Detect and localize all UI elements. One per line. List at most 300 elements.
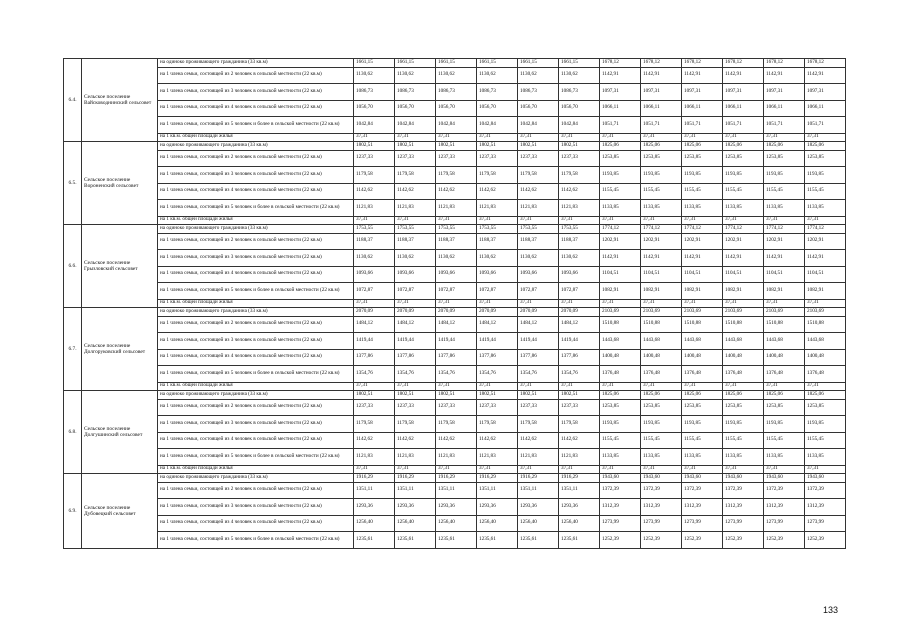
value-cell: 1293,36 xyxy=(436,499,477,516)
value-cell: 1400,48 xyxy=(764,349,805,366)
value-cell: 1121,83 xyxy=(395,449,436,466)
value-cell: 1943,60 xyxy=(600,474,641,483)
value-cell: 37,31 xyxy=(518,299,559,308)
table-row xyxy=(64,349,846,366)
value-cell: 1104,51 xyxy=(805,266,846,283)
table-row xyxy=(64,266,846,283)
value-cell: 1056,70 xyxy=(477,100,518,117)
value-cell: 1312,39 xyxy=(600,499,641,516)
value-cell: 1235,61 xyxy=(559,532,600,549)
value-cell: 1066,11 xyxy=(764,100,805,117)
value-cell: 1943,60 xyxy=(641,474,682,483)
value-cell: 37,31 xyxy=(805,216,846,225)
value-cell: 37,31 xyxy=(723,216,764,225)
value-cell: 1066,11 xyxy=(805,100,846,117)
value-cell: 1443,68 xyxy=(600,333,641,350)
value-cell: 1312,39 xyxy=(723,499,764,516)
table-row xyxy=(64,299,846,308)
value-cell: 1237,33 xyxy=(518,399,559,416)
value-cell: 1802,51 xyxy=(477,391,518,400)
value-cell: 37,31 xyxy=(641,465,682,474)
value-cell: 1802,51 xyxy=(559,391,600,400)
value-cell: 37,31 xyxy=(436,299,477,308)
group-index: 6.8. xyxy=(64,391,82,474)
value-cell: 1237,33 xyxy=(354,399,395,416)
value-cell: 37,31 xyxy=(723,465,764,474)
table-row xyxy=(64,142,846,151)
value-cell: 1273,99 xyxy=(723,515,764,532)
value-cell: 2103,69 xyxy=(641,308,682,317)
value-cell: 1273,99 xyxy=(641,515,682,532)
value-cell: 1056,70 xyxy=(395,100,436,117)
value-cell: 37,31 xyxy=(600,299,641,308)
value-cell: 1753,55 xyxy=(354,225,395,234)
value-cell: 1377,86 xyxy=(436,349,477,366)
value-cell: 1072,87 xyxy=(559,283,600,300)
category-label: на 1 кв.м. общей площади жилья xyxy=(158,299,354,308)
category-label: на 1 члена семьи, состоящей из 3 человек в сельской местности (22 кв.м) xyxy=(158,84,354,101)
value-cell: 1351,11 xyxy=(395,482,436,499)
value-cell: 2103,69 xyxy=(723,308,764,317)
category-label: на 1 члена семьи, состоящей из 4 человек в сельской местности (22 кв.м) xyxy=(158,349,354,366)
value-cell: 1193,85 xyxy=(682,167,723,184)
value-cell: 37,31 xyxy=(682,299,723,308)
value-cell: 37,31 xyxy=(436,382,477,391)
value-cell: 37,31 xyxy=(477,465,518,474)
value-cell: 37,31 xyxy=(641,299,682,308)
value-cell: 1082,91 xyxy=(682,283,723,300)
value-cell: 1443,68 xyxy=(764,333,805,350)
value-cell: 1133,85 xyxy=(723,449,764,466)
value-cell: 1121,83 xyxy=(436,200,477,217)
value-cell: 1179,58 xyxy=(559,416,600,433)
value-cell: 1372,39 xyxy=(805,482,846,499)
value-cell: 1372,39 xyxy=(764,482,805,499)
value-cell: 1066,11 xyxy=(723,100,764,117)
value-cell: 1237,33 xyxy=(559,150,600,167)
table-row xyxy=(64,515,846,532)
value-cell: 1142,91 xyxy=(723,250,764,267)
value-cell: 1419,44 xyxy=(354,333,395,350)
value-cell: 1072,87 xyxy=(354,283,395,300)
value-cell: 1179,58 xyxy=(354,416,395,433)
value-cell: 1372,39 xyxy=(723,482,764,499)
value-cell: 2070,09 xyxy=(518,308,559,317)
value-cell: 1237,33 xyxy=(518,150,559,167)
group-index: 6.7. xyxy=(64,308,82,391)
value-cell: 1086,73 xyxy=(477,84,518,101)
value-cell: 37,31 xyxy=(600,216,641,225)
value-cell: 1086,73 xyxy=(559,84,600,101)
value-cell: 1256,40 xyxy=(477,515,518,532)
value-cell: 1193,85 xyxy=(764,416,805,433)
value-cell: 1678,12 xyxy=(641,59,682,68)
value-cell: 1072,87 xyxy=(395,283,436,300)
value-cell: 1237,33 xyxy=(436,150,477,167)
value-cell: 1082,91 xyxy=(764,283,805,300)
value-cell: 1193,85 xyxy=(641,167,682,184)
value-cell: 1130,62 xyxy=(395,250,436,267)
value-cell: 1252,39 xyxy=(805,532,846,549)
category-label: на 1 члена семьи, состоящей из 5 человек и более в сельской местности (22 кв.м) xyxy=(158,117,354,134)
value-cell: 1072,87 xyxy=(518,283,559,300)
value-cell: 1753,55 xyxy=(477,225,518,234)
table-row xyxy=(64,133,846,142)
value-cell: 1916,29 xyxy=(354,474,395,483)
value-cell: 1510,88 xyxy=(764,316,805,333)
value-cell: 1253,85 xyxy=(682,150,723,167)
value-cell: 37,31 xyxy=(395,299,436,308)
value-cell: 1510,88 xyxy=(641,316,682,333)
value-cell: 1179,58 xyxy=(477,416,518,433)
value-cell: 1082,91 xyxy=(723,283,764,300)
value-cell: 1193,85 xyxy=(723,167,764,184)
value-cell: 1376,48 xyxy=(764,366,805,383)
value-cell: 1121,83 xyxy=(518,200,559,217)
value-cell: 1142,62 xyxy=(477,183,518,200)
value-cell: 1774,12 xyxy=(805,225,846,234)
value-cell: 1237,33 xyxy=(436,399,477,416)
table-row xyxy=(64,167,846,184)
settlement-name: Сельское поселение Вороненский сельсовет xyxy=(82,142,158,225)
value-cell: 1202,91 xyxy=(682,233,723,250)
value-cell: 1133,85 xyxy=(723,200,764,217)
category-label: на одиноко проживающего гражданина (33 кв.м) xyxy=(158,391,354,400)
cost-table xyxy=(63,58,846,549)
value-cell: 1235,61 xyxy=(436,532,477,549)
table-row xyxy=(64,283,846,300)
value-cell: 1293,36 xyxy=(518,499,559,516)
value-cell: 1293,36 xyxy=(354,499,395,516)
category-label: на одиноко проживающего гражданина (33 кв.м) xyxy=(158,142,354,151)
value-cell: 37,31 xyxy=(518,133,559,142)
table-row xyxy=(64,482,846,499)
value-cell: 1825,06 xyxy=(641,142,682,151)
value-cell: 37,31 xyxy=(395,216,436,225)
value-cell: 1121,83 xyxy=(518,449,559,466)
value-cell: 1484,12 xyxy=(477,316,518,333)
value-cell: 1376,48 xyxy=(805,366,846,383)
value-cell: 1825,06 xyxy=(682,142,723,151)
value-cell: 37,31 xyxy=(641,382,682,391)
value-cell: 1916,29 xyxy=(518,474,559,483)
table-row xyxy=(64,449,846,466)
category-label: на 1 члена семьи, состоящей из 3 человек в сельской местности (22 кв.м) xyxy=(158,416,354,433)
value-cell: 1377,86 xyxy=(354,349,395,366)
category-label: на одиноко проживающего гражданина (33 кв.м) xyxy=(158,308,354,317)
value-cell: 37,31 xyxy=(436,216,477,225)
value-cell: 1142,62 xyxy=(477,432,518,449)
group-index: 6.5. xyxy=(64,142,82,225)
value-cell: 1142,91 xyxy=(805,67,846,84)
value-cell: 37,31 xyxy=(805,382,846,391)
value-cell: 1235,61 xyxy=(354,532,395,549)
group-index: 6.6. xyxy=(64,225,82,308)
value-cell: 1443,68 xyxy=(723,333,764,350)
value-cell: 37,31 xyxy=(764,382,805,391)
table-row xyxy=(64,399,846,416)
value-cell: 1678,12 xyxy=(682,59,723,68)
value-cell: 1376,48 xyxy=(600,366,641,383)
value-cell: 1802,51 xyxy=(559,142,600,151)
category-label: на 1 члена семьи, состоящей из 5 человек и более в сельской местности (22 кв.м) xyxy=(158,366,354,383)
value-cell: 1130,62 xyxy=(395,67,436,84)
value-cell: 1354,76 xyxy=(518,366,559,383)
table-row xyxy=(64,100,846,117)
value-cell: 1661,15 xyxy=(395,59,436,68)
category-label: на 1 члена семьи, состоящей из 2 человек в сельской местности (22 кв.м) xyxy=(158,67,354,84)
value-cell: 37,31 xyxy=(559,133,600,142)
value-cell: 1142,62 xyxy=(436,432,477,449)
category-label: на 1 члена семьи, состоящей из 2 человек в сельской местности (22 кв.м) xyxy=(158,482,354,499)
value-cell: 1253,85 xyxy=(805,150,846,167)
value-cell: 1400,48 xyxy=(682,349,723,366)
value-cell: 1774,12 xyxy=(600,225,641,234)
value-cell: 37,31 xyxy=(436,465,477,474)
value-cell: 1142,62 xyxy=(559,432,600,449)
value-cell: 1273,99 xyxy=(600,515,641,532)
value-cell: 1351,11 xyxy=(477,482,518,499)
value-cell: 1155,45 xyxy=(764,183,805,200)
value-cell: 1142,91 xyxy=(600,67,641,84)
value-cell: 1155,45 xyxy=(723,183,764,200)
value-cell: 1193,85 xyxy=(641,416,682,433)
value-cell: 1774,12 xyxy=(723,225,764,234)
value-cell: 1252,39 xyxy=(764,532,805,549)
value-cell: 37,31 xyxy=(354,382,395,391)
table-row xyxy=(64,416,846,433)
value-cell: 1202,91 xyxy=(641,233,682,250)
table-row xyxy=(64,84,846,101)
value-cell: 1484,12 xyxy=(354,316,395,333)
category-label: на 1 члена семьи, состоящей из 2 человек в сельской местности (22 кв.м) xyxy=(158,150,354,167)
value-cell: 1235,61 xyxy=(395,532,436,549)
category-label: на 1 члена семьи, состоящей из 2 человек в сельской местности (22 кв.м) xyxy=(158,316,354,333)
value-cell: 1130,62 xyxy=(477,67,518,84)
group-index: 6.4. xyxy=(64,59,82,142)
value-cell: 1202,91 xyxy=(805,233,846,250)
value-cell: 1051,71 xyxy=(641,117,682,134)
value-cell: 1133,85 xyxy=(805,449,846,466)
value-cell: 1093,66 xyxy=(518,266,559,283)
table-row xyxy=(64,316,846,333)
value-cell: 1293,36 xyxy=(559,499,600,516)
value-cell: 1072,87 xyxy=(436,283,477,300)
category-label: на 1 члена семьи, состоящей из 2 человек в сельской местности (22 кв.м) xyxy=(158,399,354,416)
category-label: на 1 члена семьи, состоящей из 4 человек в сельской местности (22 кв.м) xyxy=(158,432,354,449)
value-cell: 2103,69 xyxy=(600,308,641,317)
table-row xyxy=(64,117,846,134)
value-cell: 1678,12 xyxy=(764,59,805,68)
category-label: на 1 члена семьи, состоящей из 3 человек в сельской местности (22 кв.м) xyxy=(158,167,354,184)
value-cell: 1142,62 xyxy=(436,183,477,200)
value-cell: 1188,37 xyxy=(354,233,395,250)
value-cell: 1253,85 xyxy=(682,399,723,416)
category-label: на 1 кв.м. общей площади жилья xyxy=(158,382,354,391)
value-cell: 1253,85 xyxy=(805,399,846,416)
value-cell: 1293,36 xyxy=(395,499,436,516)
value-cell: 1443,68 xyxy=(682,333,723,350)
value-cell: 1802,51 xyxy=(436,142,477,151)
value-cell: 1202,91 xyxy=(723,233,764,250)
table-row xyxy=(64,366,846,383)
value-cell: 1104,51 xyxy=(682,266,723,283)
value-cell: 37,31 xyxy=(559,299,600,308)
value-cell: 1253,85 xyxy=(600,399,641,416)
value-cell: 1273,99 xyxy=(682,515,723,532)
value-cell: 1155,45 xyxy=(805,183,846,200)
value-cell: 2070,09 xyxy=(395,308,436,317)
value-cell: 1155,45 xyxy=(805,432,846,449)
value-cell: 1376,48 xyxy=(641,366,682,383)
value-cell: 1051,71 xyxy=(805,117,846,134)
value-cell: 1825,06 xyxy=(723,391,764,400)
value-cell: 37,31 xyxy=(805,133,846,142)
value-cell: 1237,33 xyxy=(559,399,600,416)
value-cell: 1042,84 xyxy=(395,117,436,134)
value-cell: 1678,12 xyxy=(600,59,641,68)
value-cell: 1377,86 xyxy=(395,349,436,366)
value-cell: 1825,06 xyxy=(805,391,846,400)
value-cell: 1155,45 xyxy=(723,432,764,449)
value-cell: 37,31 xyxy=(641,133,682,142)
value-cell: 1133,85 xyxy=(641,449,682,466)
settlement-name: Сельское поселение Грызловский сельсовет xyxy=(82,225,158,308)
value-cell: 1142,62 xyxy=(354,432,395,449)
value-cell: 1042,84 xyxy=(559,117,600,134)
value-cell: 1802,51 xyxy=(395,391,436,400)
value-cell: 1133,85 xyxy=(600,200,641,217)
table-row xyxy=(64,465,846,474)
value-cell: 1142,62 xyxy=(518,432,559,449)
value-cell: 1419,44 xyxy=(436,333,477,350)
value-cell: 1056,70 xyxy=(559,100,600,117)
value-cell: 1133,85 xyxy=(600,449,641,466)
value-cell: 1377,86 xyxy=(518,349,559,366)
value-cell: 1372,39 xyxy=(641,482,682,499)
value-cell: 1082,91 xyxy=(641,283,682,300)
value-cell: 1130,62 xyxy=(559,67,600,84)
value-cell: 1051,71 xyxy=(600,117,641,134)
category-label: на 1 члена семьи, состоящей из 4 человек в сельской местности (22 кв.м) xyxy=(158,100,354,117)
value-cell: 1825,06 xyxy=(805,142,846,151)
table-row xyxy=(64,67,846,84)
value-cell: 1235,61 xyxy=(518,532,559,549)
value-cell: 1121,83 xyxy=(559,449,600,466)
category-label: на одиноко проживающего гражданина (33 кв.м) xyxy=(158,474,354,483)
value-cell: 37,31 xyxy=(600,133,641,142)
value-cell: 1051,71 xyxy=(723,117,764,134)
value-cell: 1104,51 xyxy=(764,266,805,283)
value-cell: 1351,11 xyxy=(436,482,477,499)
table-row xyxy=(64,216,846,225)
value-cell: 37,31 xyxy=(354,216,395,225)
value-cell: 37,31 xyxy=(682,133,723,142)
value-cell: 1130,62 xyxy=(518,67,559,84)
value-cell: 1825,06 xyxy=(641,391,682,400)
value-cell: 1142,91 xyxy=(764,250,805,267)
value-cell: 1253,85 xyxy=(764,399,805,416)
value-cell: 1193,85 xyxy=(764,167,805,184)
value-cell: 1193,85 xyxy=(600,416,641,433)
value-cell: 1419,44 xyxy=(477,333,518,350)
value-cell: 1376,48 xyxy=(682,366,723,383)
value-cell: 1351,11 xyxy=(354,482,395,499)
value-cell: 37,31 xyxy=(477,216,518,225)
value-cell: 37,31 xyxy=(395,133,436,142)
value-cell: 2070,09 xyxy=(559,308,600,317)
value-cell: 1202,91 xyxy=(764,233,805,250)
value-cell: 1312,39 xyxy=(641,499,682,516)
table-row xyxy=(64,150,846,167)
value-cell: 1121,83 xyxy=(354,200,395,217)
value-cell: 37,31 xyxy=(354,133,395,142)
value-cell: 1376,48 xyxy=(723,366,764,383)
value-cell: 37,31 xyxy=(436,133,477,142)
value-cell: 1253,85 xyxy=(723,150,764,167)
value-cell: 1155,45 xyxy=(641,432,682,449)
value-cell: 37,31 xyxy=(641,216,682,225)
value-cell: 1142,62 xyxy=(559,183,600,200)
value-cell: 1419,44 xyxy=(559,333,600,350)
value-cell: 1130,62 xyxy=(518,250,559,267)
value-cell: 1943,60 xyxy=(805,474,846,483)
value-cell: 1097,31 xyxy=(600,84,641,101)
value-cell: 1825,06 xyxy=(764,391,805,400)
value-cell: 1072,87 xyxy=(477,283,518,300)
value-cell: 1400,48 xyxy=(805,349,846,366)
value-cell: 37,31 xyxy=(559,216,600,225)
value-cell: 1943,60 xyxy=(764,474,805,483)
value-cell: 1104,51 xyxy=(600,266,641,283)
value-cell: 1252,39 xyxy=(682,532,723,549)
value-cell: 1916,29 xyxy=(559,474,600,483)
value-cell: 1086,73 xyxy=(395,84,436,101)
value-cell: 1916,29 xyxy=(395,474,436,483)
category-label: на 1 члена семьи, состоящей из 5 человек и более в сельской местности (22 кв.м) xyxy=(158,200,354,217)
value-cell: 1179,58 xyxy=(354,167,395,184)
value-cell: 1142,91 xyxy=(723,67,764,84)
category-label: на 1 кв.м. общей площади жилья xyxy=(158,465,354,474)
value-cell: 1042,84 xyxy=(354,117,395,134)
table-row xyxy=(64,183,846,200)
value-cell: 37,31 xyxy=(764,133,805,142)
value-cell: 1142,62 xyxy=(354,183,395,200)
value-cell: 1256,40 xyxy=(354,515,395,532)
value-cell: 37,31 xyxy=(600,465,641,474)
value-cell: 1179,58 xyxy=(395,416,436,433)
value-cell: 1419,44 xyxy=(518,333,559,350)
value-cell: 1273,99 xyxy=(764,515,805,532)
value-cell: 1753,55 xyxy=(436,225,477,234)
value-cell: 1121,83 xyxy=(436,449,477,466)
value-cell: 37,31 xyxy=(477,133,518,142)
value-cell: 1237,33 xyxy=(395,150,436,167)
value-cell: 1377,86 xyxy=(477,349,518,366)
value-cell: 1802,51 xyxy=(395,142,436,151)
category-label: на 1 члена семьи, состоящей из 4 человек в сельской местности (22 кв.м) xyxy=(158,515,354,532)
value-cell: 1237,33 xyxy=(395,399,436,416)
value-cell: 1510,88 xyxy=(723,316,764,333)
table-row xyxy=(64,532,846,549)
value-cell: 1121,83 xyxy=(477,200,518,217)
value-cell: 1142,91 xyxy=(600,250,641,267)
value-cell: 1825,06 xyxy=(600,391,641,400)
value-cell: 1678,12 xyxy=(805,59,846,68)
table-row xyxy=(64,391,846,400)
table-row xyxy=(64,59,846,68)
value-cell: 1753,55 xyxy=(395,225,436,234)
